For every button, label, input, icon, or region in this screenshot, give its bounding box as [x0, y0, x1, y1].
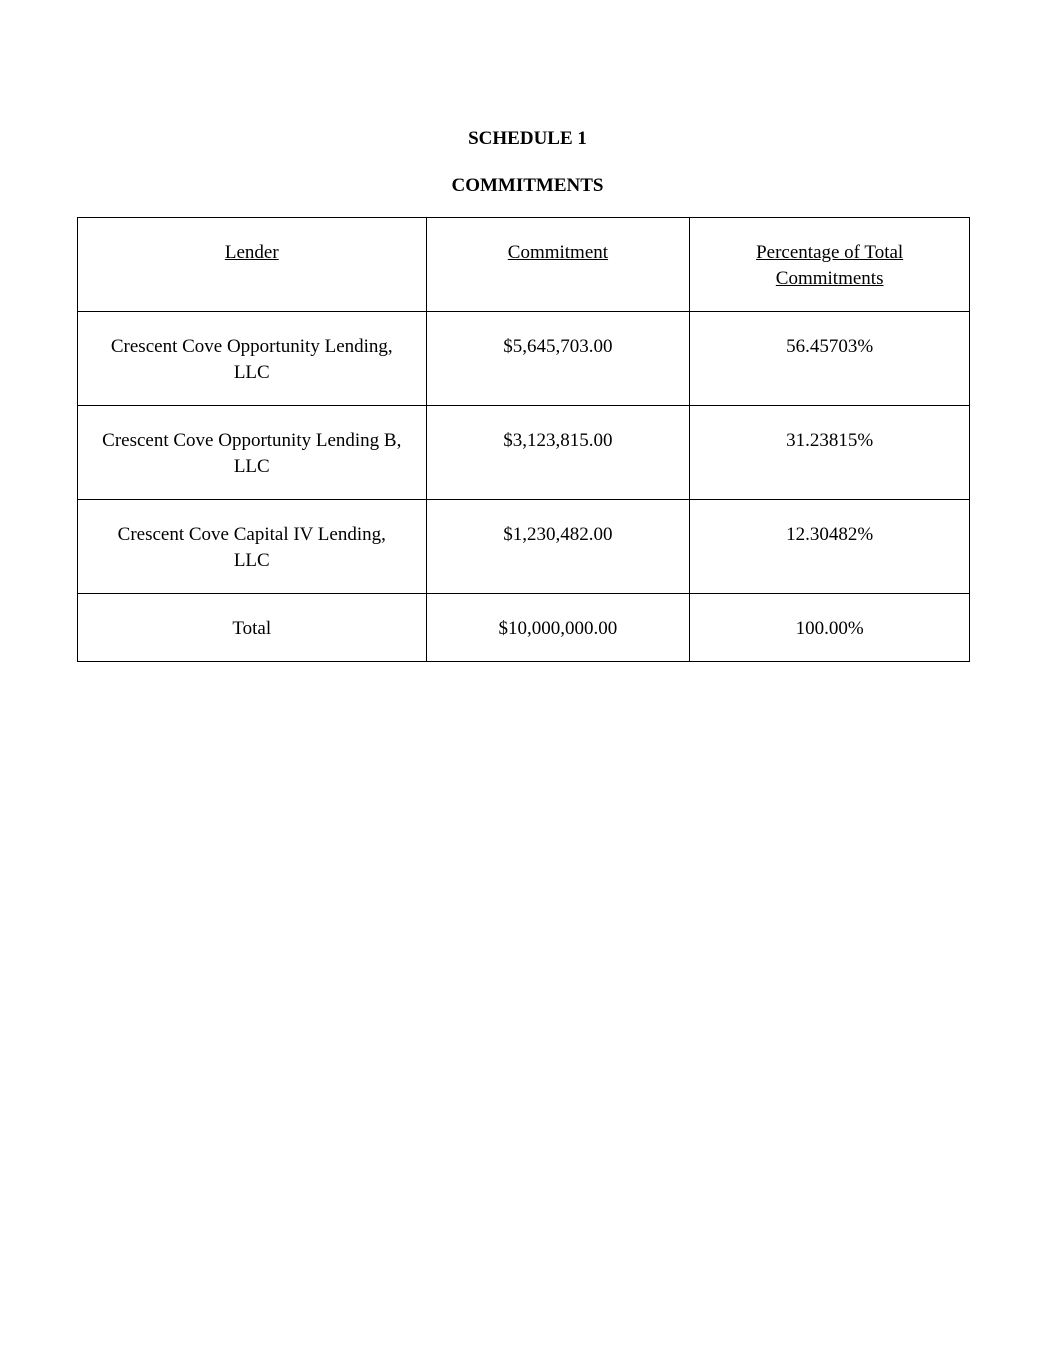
header-commitment-label: Commitment — [507, 242, 609, 263]
schedule-title: SCHEDULE 1 — [468, 128, 587, 149]
cell-commitment: $1,230,482.00 — [426, 500, 690, 594]
cell-lender — [78, 500, 427, 594]
header-lender — [78, 218, 427, 312]
header-lender-label: Lender — [224, 242, 279, 263]
cell-percentage: 12.30482% — [690, 500, 970, 594]
cell-lender — [78, 312, 427, 406]
commitments-table — [77, 217, 970, 662]
lender-name-line2: LLC — [233, 456, 270, 477]
cell-lender — [78, 406, 427, 500]
table-row — [78, 500, 970, 594]
total-commitment: $10,000,000.00 — [426, 594, 690, 662]
cell-percentage: 31.23815% — [690, 406, 970, 500]
header-percentage-line1: Percentage of Total — [756, 242, 904, 263]
cell-commitment: $5,645,703.00 — [426, 312, 690, 406]
lender-name-line2: LLC — [233, 362, 270, 383]
lender-name-line1: Crescent Cove Opportunity Lending B, — [102, 430, 402, 451]
lender-name-line2: LLC — [233, 550, 270, 571]
header-percentage-line2: Commitments — [775, 268, 884, 289]
total-percentage: 100.00% — [690, 594, 970, 662]
table-header-row — [78, 218, 970, 312]
table-row — [78, 406, 970, 500]
cell-commitment: $3,123,815.00 — [426, 406, 690, 500]
lender-name-line1: Crescent Cove Capital IV Lending, — [117, 524, 386, 545]
schedule-subtitle: COMMITMENTS — [451, 175, 604, 196]
cell-percentage: 56.45703% — [690, 312, 970, 406]
total-label: Total — [78, 594, 427, 662]
table-row — [78, 312, 970, 406]
header-percentage — [690, 218, 970, 312]
table-total-row — [78, 594, 970, 662]
header-commitment — [426, 218, 690, 312]
lender-name-line1: Crescent Cove Opportunity Lending, — [110, 336, 393, 357]
